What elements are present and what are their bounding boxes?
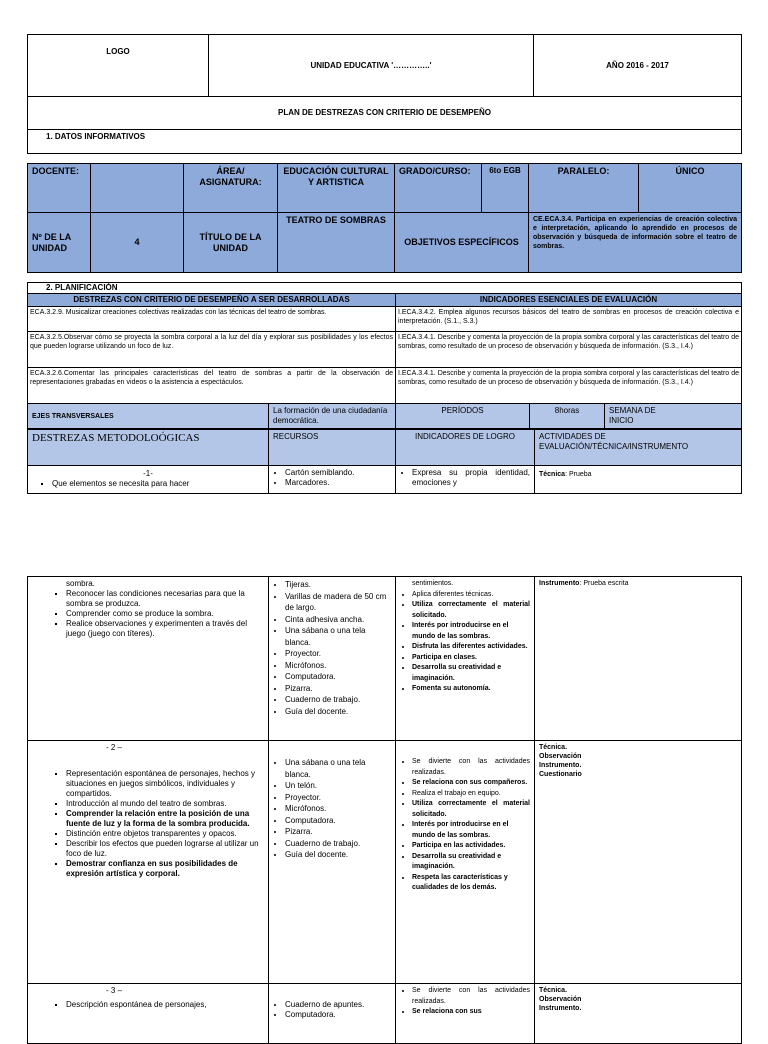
list-item: ▪ Comprender la relación entre la posición de una fuente de luz y la forma de la sombra producida. bbox=[66, 809, 264, 829]
destreza-row-3: ECA.3.2.6.Comentar las principales características del teatro de sombras a partir de la observación de representaciones grabadas en videos o la asistencia a espectáculos. bbox=[28, 368, 396, 404]
list-item: ▪ Descripción espontánea de personajes, bbox=[66, 1000, 264, 1010]
page-2 bbox=[27, 576, 742, 1044]
metodologia-table-cont bbox=[27, 576, 742, 1044]
list-item: • Interés por introducirse en el mundo de las sombras. bbox=[412, 621, 530, 642]
b2-logro bbox=[396, 741, 535, 984]
metodologia-table bbox=[27, 429, 742, 494]
periodos-label: PERÍODOS bbox=[396, 404, 530, 429]
destreza-row-2: ECA.3.2.5.Observar cómo se proyecta la sombra corporal a la luz del día y explorar sus posibilidades y los efectos que pueden lograrse utilizando un foco de luz. bbox=[28, 332, 396, 368]
logo-cell: LOGO bbox=[28, 35, 209, 97]
titulo-label: TÍTULO DE LA UNIDAD bbox=[184, 213, 278, 273]
list-item: • Micrófonos. bbox=[285, 803, 391, 815]
list-item: • Utiliza correctamente el material solicitado. bbox=[412, 799, 530, 820]
area-label: ÁREA/ ASIGNATURA: bbox=[184, 164, 278, 213]
list-item: • Un telón. bbox=[285, 780, 391, 792]
indicador-row-1: I.ECA.3.4.2. Emplea algunos recursos básicos del teatro de sombras en procesos de creación colectiva e interpretación. (S.1., S.3.) bbox=[396, 307, 742, 332]
paralelo-value: ÚNICO bbox=[639, 164, 742, 213]
list-item: • Disfruta las diferentes actividades. bbox=[412, 642, 530, 653]
destrezas-header: DESTREZAS CON CRITERIO DE DESEMPEÑO A SER DESARROLLADAS bbox=[28, 294, 396, 307]
block1-logro bbox=[396, 466, 535, 494]
objetivos-value: CE.ECA.3.4. Participa en experiencias de creación colectiva e interpretación, aplicando lo aprendido en procesos de observación y búsqueda de información sobre el teatro de sombras. bbox=[529, 213, 742, 273]
list-item: • Cuaderno de apuntes. bbox=[285, 1000, 391, 1010]
paralelo-label: PARALELO: bbox=[529, 164, 639, 213]
b1-recursos bbox=[269, 577, 396, 741]
list-item: • Una sábana o una tela blanca. bbox=[285, 625, 391, 648]
b3-logro bbox=[396, 984, 535, 1044]
b2-recursos bbox=[269, 741, 396, 984]
info-table bbox=[27, 163, 742, 273]
b2-actividades bbox=[535, 741, 742, 984]
unidad-label: Nº DE LA UNIDAD bbox=[28, 213, 91, 273]
list-item: ▪ Que elementos se necesita para hacer bbox=[52, 479, 264, 489]
list-item: ▪ Describir los efectos que pueden lograrse al utilizar un foco de luz. bbox=[66, 839, 264, 859]
school-name: UNIDAD EDUCATIVA '…………..' bbox=[209, 35, 534, 97]
section-planificacion: 2. PLANIFICACIÓN bbox=[28, 283, 742, 294]
list-item: • Proyector. bbox=[285, 648, 391, 660]
header-table bbox=[27, 34, 742, 154]
list-item: ▪ Introducción al mundo del teatro de sombras. bbox=[66, 799, 264, 809]
list-item: • Se relaciona con sus bbox=[412, 1007, 530, 1018]
section-datos-informativos: 1. DATOS INFORMATIVOS bbox=[28, 130, 742, 154]
list-item: • Se relaciona con sus compañeros. bbox=[412, 778, 530, 789]
indicador-row-2: I.ECA.3.4.1. Describe y comenta la proyección de la propia sombra corporal y las características del teatro de sombras, como resultado de un proceso de observación y búsqueda de información. (S.3., I.4.) bbox=[396, 332, 742, 368]
b1-logro bbox=[396, 577, 535, 741]
b2-act-instrumento: Instrumento. bbox=[539, 762, 582, 769]
periodos-value: 8horas bbox=[530, 404, 605, 429]
b1-log-cont: sentimientos. bbox=[412, 580, 454, 587]
list-item: • Pizarra. bbox=[285, 683, 391, 695]
block1-recursos bbox=[269, 466, 396, 494]
b3-act-instrumento: Instrumento. bbox=[539, 1005, 582, 1012]
list-item: • Participa en las actividades. bbox=[412, 841, 530, 852]
plan-title: PLAN DE DESTREZAS CON CRITERIO DE DESEMPEÑO bbox=[28, 97, 742, 130]
block1-number: -1- bbox=[143, 469, 153, 478]
page-1 bbox=[27, 34, 742, 494]
list-item: • Respeta las características y cualidades de los demás. bbox=[412, 873, 530, 894]
list-item: ▪ Distinción entre objetos transparentes y opacos. bbox=[66, 829, 264, 839]
list-item: • Fomenta su autonomía. bbox=[412, 684, 530, 695]
tecnica-label: Técnica bbox=[539, 471, 566, 478]
planificacion-table bbox=[27, 282, 742, 429]
b3-act-observacion: Observación bbox=[539, 996, 582, 1003]
b1-dest-cont: sombra. bbox=[66, 579, 95, 588]
list-item: • Guía del docente. bbox=[285, 849, 391, 861]
list-item: • Proyector. bbox=[285, 792, 391, 804]
list-item: • Computadora. bbox=[285, 671, 391, 683]
block1-destrezas bbox=[28, 466, 269, 494]
b3-recursos bbox=[269, 984, 396, 1044]
semana-label: SEMANA DE INICIO bbox=[605, 404, 742, 429]
list-item: • Utiliza correctamente el material solicitado. bbox=[412, 600, 530, 621]
b2-act-cuestionario: Cuestionario bbox=[539, 771, 582, 778]
dest-met-label: DESTREZAS METODOLOÓGICAS bbox=[28, 430, 269, 466]
indicadores-header: INDICADORES ESENCIALES DE EVALUACIÓN bbox=[396, 294, 742, 307]
list-item: • Participa en clases. bbox=[412, 653, 530, 664]
list-item: • Computadora. bbox=[285, 1010, 391, 1020]
list-item: • Pizarra. bbox=[285, 826, 391, 838]
list-item: • Cinta adhesiva ancha. bbox=[285, 614, 391, 626]
list-item: • Cuaderno de trabajo. bbox=[285, 694, 391, 706]
docente-label: DOCENTE: bbox=[28, 164, 91, 213]
list-item: • Cuaderno de trabajo. bbox=[285, 838, 391, 850]
list-item: • Se divierte con las actividades realizadas. bbox=[412, 986, 530, 1007]
list-item: • Expresa su propia identidad, emociones y bbox=[412, 468, 530, 488]
list-item: ▪ Comprender como se produce la sombra. bbox=[66, 609, 264, 619]
block1-actividades bbox=[535, 466, 742, 494]
logro-label: INDICADORES DE LOGRO bbox=[396, 430, 535, 466]
list-item: ▪ Demostrar confianza en sus posibilidades de expresión artística y corporal. bbox=[66, 859, 264, 879]
list-item: • Computadora. bbox=[285, 815, 391, 827]
destreza-row-1: ECA.3.2.9. Musicalizar creaciones colectivas realizadas con las técnicas del teatro de sombras. bbox=[28, 307, 396, 332]
grado-value: 6to EGB bbox=[482, 164, 529, 213]
list-item: ▪ Realice observaciones y experimenten a través del juego (juego con títeres). bbox=[66, 619, 264, 639]
list-item: • Se divierte con las actividades realizadas. bbox=[412, 757, 530, 778]
b1-actividades bbox=[535, 577, 742, 741]
list-item: • Realiza el trabajo en equipo. bbox=[412, 789, 530, 800]
list-item: • Desarrolla su creatividad e imaginación. bbox=[412, 663, 530, 684]
instrumento-value: : Prueba escrita bbox=[579, 580, 629, 587]
ejes-value: La formación de una ciudadanía democrática. bbox=[269, 404, 396, 429]
unidad-value: 4 bbox=[91, 213, 184, 273]
list-item: • Micrófonos. bbox=[285, 660, 391, 672]
list-item: • Cartón semiblando. bbox=[285, 468, 391, 478]
list-item: ▪ Representación espontánea de personajes, hechos y situaciones en juegos simbólicos, individuales y compartidos. bbox=[66, 769, 264, 799]
list-item: ▪ Reconocer las condiciones necesarias para que la sombra se produzca. bbox=[66, 589, 264, 609]
tecnica-value: : Prueba bbox=[565, 471, 592, 478]
indicador-row-3: I.ECA.3.4.1. Describe y comenta la proyección de la propia sombra corporal y las características del teatro de sombras, como resultado de un proceso de observación y búsqueda de información. (S.3., I.4.) bbox=[396, 368, 742, 404]
list-item: • Interés por introducirse en el mundo de las sombras. bbox=[412, 820, 530, 841]
list-item: • Una sábana o una tela blanca. bbox=[285, 757, 391, 780]
actividades-label: ACTIVIDADES DE EVALUACIÓN/TÉCNICA/INSTRUMENTO bbox=[535, 430, 742, 466]
list-item: • Marcadores. bbox=[285, 478, 391, 488]
list-item: • Aplica diferentes técnicas. bbox=[412, 590, 530, 601]
b2-number: - 2 – bbox=[106, 743, 123, 752]
b3-destrezas bbox=[28, 984, 269, 1044]
b2-act-tecnica: Técnica. bbox=[539, 744, 568, 751]
b2-destrezas bbox=[28, 741, 269, 984]
ejes-label: EJES TRANSVERSALES bbox=[28, 404, 269, 429]
list-item: • Tijeras. bbox=[285, 579, 391, 591]
b3-number: - 3 – bbox=[106, 986, 123, 995]
grado-label: GRADO/CURSO: bbox=[395, 164, 482, 213]
b1-destrezas bbox=[28, 577, 269, 741]
area-value: EDUCACIÓN CULTURAL Y ARTISTICA bbox=[278, 164, 395, 213]
school-year: AÑO 2016 - 2017 bbox=[534, 35, 742, 97]
list-item: • Varillas de madera de 50 cm de largo. bbox=[285, 591, 391, 614]
b2-act-observacion: Observación bbox=[539, 753, 582, 760]
list-item: • Desarrolla su creatividad e imaginación. bbox=[412, 852, 530, 873]
titulo-value: TEATRO DE SOMBRAS bbox=[278, 213, 395, 273]
b3-act-tecnica: Técnica. bbox=[539, 987, 568, 994]
recursos-label: RECURSOS bbox=[269, 430, 396, 466]
list-item: • Guía del docente. bbox=[285, 706, 391, 718]
objetivos-label: OBJETIVOS ESPECÍFICOS bbox=[395, 213, 529, 273]
b3-actividades bbox=[535, 984, 742, 1044]
instrumento-label: Instrumento bbox=[539, 580, 580, 587]
docente-value bbox=[91, 164, 184, 213]
